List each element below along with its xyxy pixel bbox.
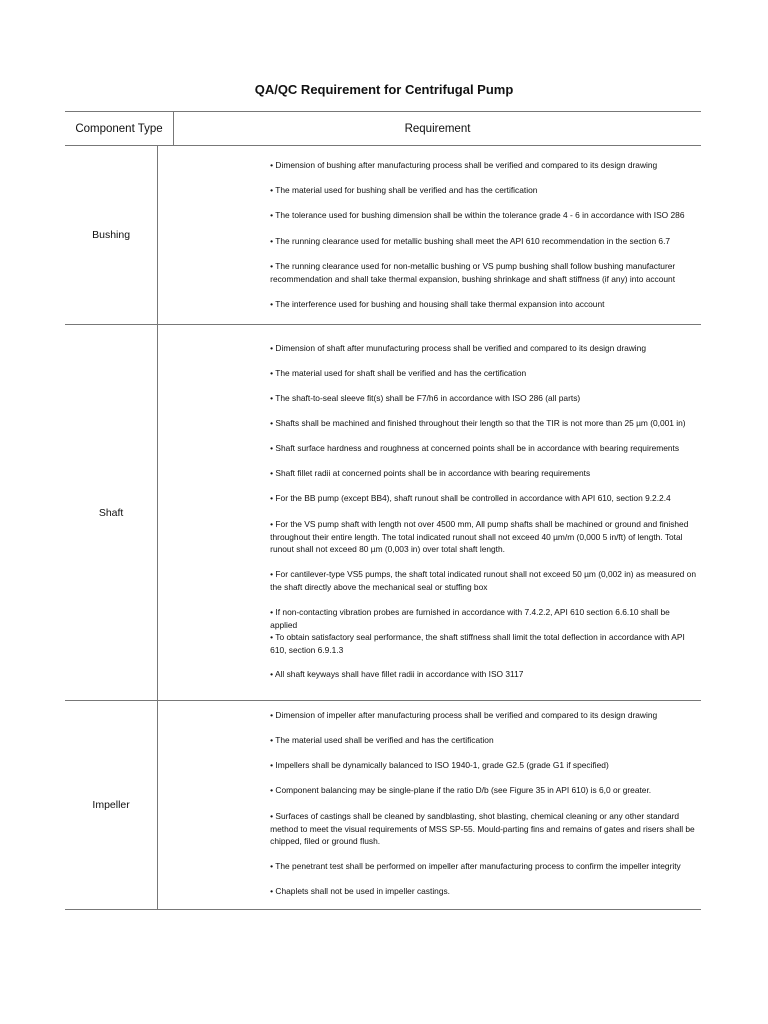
requirement-item: • For cantilever-type VS5 pumps, the shaft total indicated runout shall not exceed 50 µm (0,002 in) as measured on the shaft directly above the mechanical seal or stuffing box [270, 569, 696, 592]
component-type-header: Component Type [65, 112, 174, 145]
table-header [65, 111, 701, 146]
requirements-list [158, 701, 701, 909]
requirement-item: • Dimension of impeller after manufacturing process shall be verified and compared to its design drawing [270, 710, 658, 720]
requirement-item: • The penetrant test shall be performed on impeller after manufacturing process to confirm the impeller integrity [270, 861, 681, 871]
requirement-item: • Shaft fillet radii at concerned points shall be in accordance with bearing requirements [270, 468, 591, 478]
requirement-item: • Dimension of shaft after munufacturing process shall be verified and compared to its design drawing [270, 343, 646, 353]
requirement-item: • The running clearance used for non-metallic bushing or VS pump bushing shall follow bushing manufacturer recommendation and shall take thermal expansion, bushing shrinkage and shaft stiffness (if any) into account [270, 261, 676, 284]
requirement-item: • Chaplets shall not be used in impeller castings. [270, 886, 451, 896]
requirement-item: • The material used for bushing shall be verified and has the certification [270, 185, 538, 195]
requirements-list [158, 146, 701, 324]
requirement-item: • The running clearance used for metallic bushing shall meet the API 610 recommendation in the section 6.7 [270, 236, 671, 246]
requirement-item: • The interference used for bushing and housing shall take thermal expansion into account [270, 299, 605, 309]
requirements-table [65, 111, 701, 910]
component-name: Impeller [65, 701, 158, 909]
requirement-item: • All shaft keyways shall have fillet radii in accordance with ISO 3117 [270, 669, 524, 679]
requirement-header: Requirement [404, 122, 471, 135]
requirement-item: • The shaft-to-seal sleeve fit(s) shall be F7/h6 in accordance with ISO 286 (all parts) [270, 393, 581, 403]
requirement-item: • The material used for shaft shall be verified and has the certification [270, 368, 527, 378]
requirement-item: • Impellers shall be dynamically balanced to ISO 1940-1, grade G2.5 (grade G1 if specified) [270, 760, 609, 770]
section-shaft [65, 325, 701, 701]
requirement-item: • For the VS pump shaft with length not over 4500 mm, All pump shafts shall be machined or ground and finished throughout their entire length. The total indicated runout shall not exceed 40 µm/m (0,000 5 in/ft) of length. Total runout shall not exceed 80 µm (0,003 in) over total shaft length. [270, 519, 689, 554]
requirement-item: • Component balancing may be single-plane if the ratio D/b (see Figure 35 in API 610) is 6,0 or greater. [270, 785, 652, 795]
section-impeller [65, 701, 701, 910]
requirement-item: • The tolerance used for bushing dimension shall be within the tolerance grade 4 - 6 in accordance with ISO 286 [270, 210, 685, 220]
component-name: Shaft [65, 325, 158, 700]
requirement-item: • Surfaces of castings shall be cleaned by sandblasting, shot blasting, chemical cleaning or any other standard method to meet the visual requirements of MSS SP-55. Mould-parting fins and remains of gates and risers shall be chipped, filed or ground flush. [270, 811, 695, 846]
requirement-item: • To obtain satisfactory seal performance, the shaft stiffness shall limit the total deflection in accordance with API 610, section 6.9.1.3 [270, 632, 685, 655]
requirement-item: • Shaft surface hardness and roughness at concerned points shall be in accordance with bearing requirements [270, 443, 680, 453]
requirement-item: • Dimension of bushing after manufacturing process shall be verified and compared to its design drawing [270, 160, 658, 170]
requirement-item: • Shafts shall be machined and finished throughout their length so that the TIR is not more than 25 µm (0,001 in) [270, 418, 686, 428]
requirement-item: • The material used shall be verified and has the certification [270, 735, 494, 745]
requirement-item: • For the BB pump (except BB4), shaft runout shall be controlled in accordance with API 610, section 9.2.2.4 [270, 493, 671, 503]
component-name: Bushing [65, 146, 158, 324]
page-title: QA/QC Requirement for Centrifugal Pump [254, 82, 514, 97]
section-bushing [65, 146, 701, 325]
requirement-item: • If non-contacting vibration probes are furnished in accordance with 7.4.2.2, API 610 section 6.6.10 shall be applied [270, 607, 670, 630]
requirements-list [158, 325, 701, 700]
